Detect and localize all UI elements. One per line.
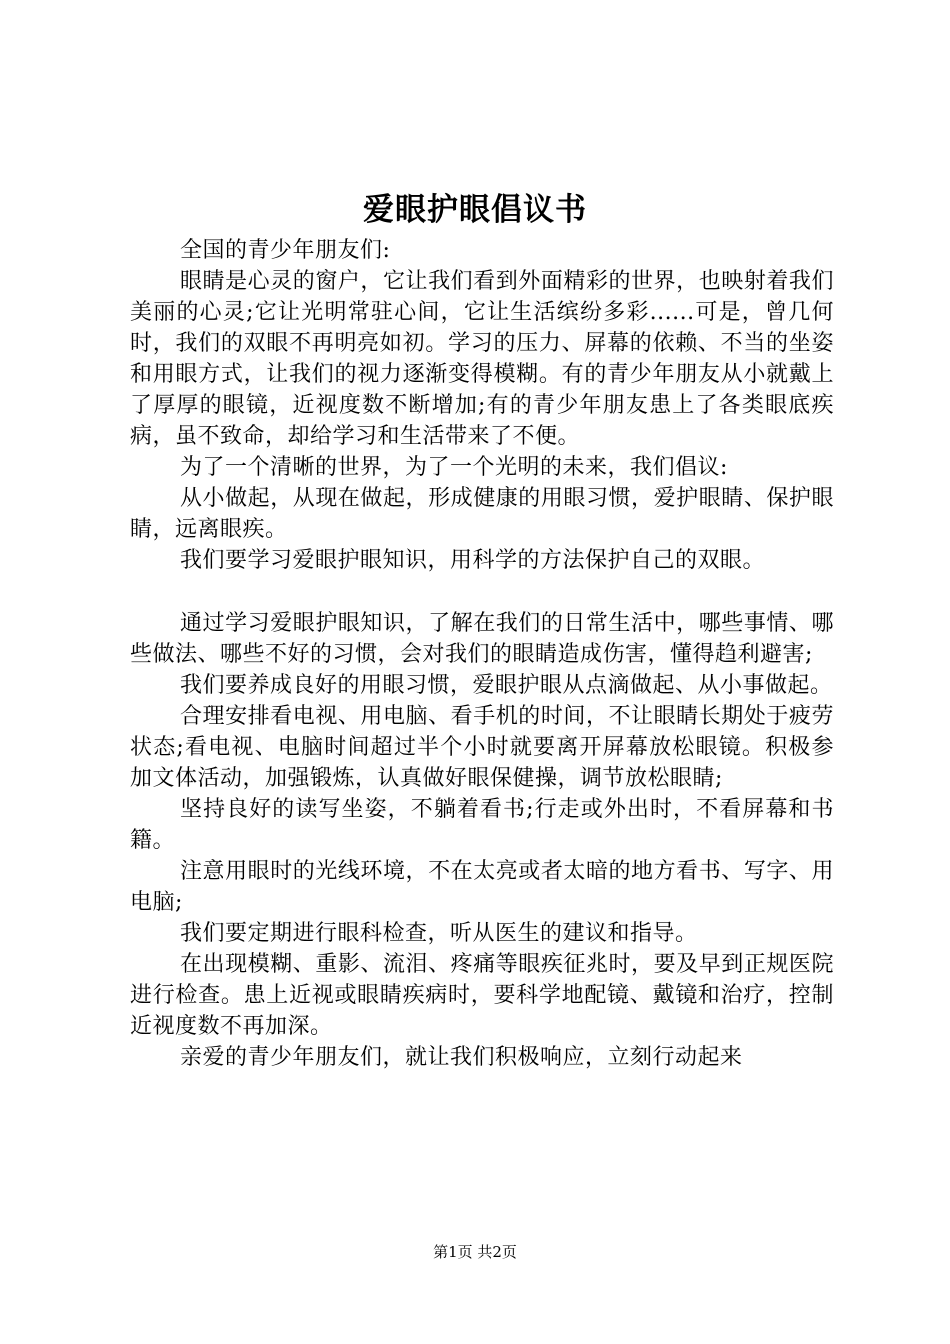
paragraph: 我们要养成良好的用眼习惯，爱眼护眼从点滴做起、从小事做起。: [180, 673, 833, 698]
salutation: 全国的青少年朋友们:: [180, 238, 391, 263]
page-number-footer: 第1页 共2页: [433, 1243, 517, 1261]
paragraph: 眼睛是心灵的窗户，它让我们看到外面精彩的世界，也映射着我们美丽的心灵;它让光明常驻心间，它让生活缤纷多彩......可是，曾几何时，我们的双眼不再明亮如初。学习的压力、屏幕的依赖、不当的坐姿和用眼方式，让我们的视力逐渐变得模糊。有的青少年朋友从小就戴上了厚厚的眼镜，近视度数不断增加;有的青少年朋友患上了各类眼底疾病，虽不致命，却给学习和生活带来了不便。: [130, 269, 834, 449]
paragraph: 合理安排看电视、用电脑、看手机的时间，不让眼睛长期处于疲劳状态;看电视、电脑时间超过半个小时就要离开屏幕放松眼镜。积极参加文体活动，加强锻炼，认真做好眼保健操，调节放松眼睛;: [130, 704, 834, 791]
paragraph: 从小做起，从现在做起，形成健康的用眼习惯，爱护眼睛、保护眼睛，远离眼疾。: [130, 486, 834, 542]
paragraph: 通过学习爱眼护眼知识，了解在我们的日常生活中，哪些事情、哪些做法、哪些不好的习惯，会对我们的眼睛造成伤害，懂得趋利避害;: [130, 611, 834, 667]
paragraph: 亲爱的青少年朋友们，就让我们积极响应，立刻行动起来: [180, 1045, 743, 1070]
paragraph: 我们要学习爱眼护眼知识，用科学的方法保护自己的双眼。: [180, 548, 766, 573]
paragraph: 在出现模糊、重影、流泪、疼痛等眼疾征兆时，要及早到正规医院进行检查。患上近视或眼睛疾病时，要科学地配镜、戴镜和治疗，控制近视度数不再加深。: [130, 952, 834, 1039]
document-title: 爱眼护眼倡议书: [363, 192, 587, 228]
document-body: [130, 235, 834, 1073]
paragraph: 坚持良好的读写坐姿，不躺着看书;行走或外出时，不看屏幕和书籍。: [130, 797, 834, 853]
paragraph: 注意用眼时的光线环境，不在太亮或者太暗的地方看书、写字、用电脑;: [130, 859, 834, 915]
paragraph: 为了一个清晰的世界，为了一个光明的未来，我们倡议:: [180, 455, 728, 480]
paragraph: 我们要定期进行眼科检查，听从医生的建议和指导。: [180, 921, 698, 946]
blank-line: [130, 576, 834, 608]
